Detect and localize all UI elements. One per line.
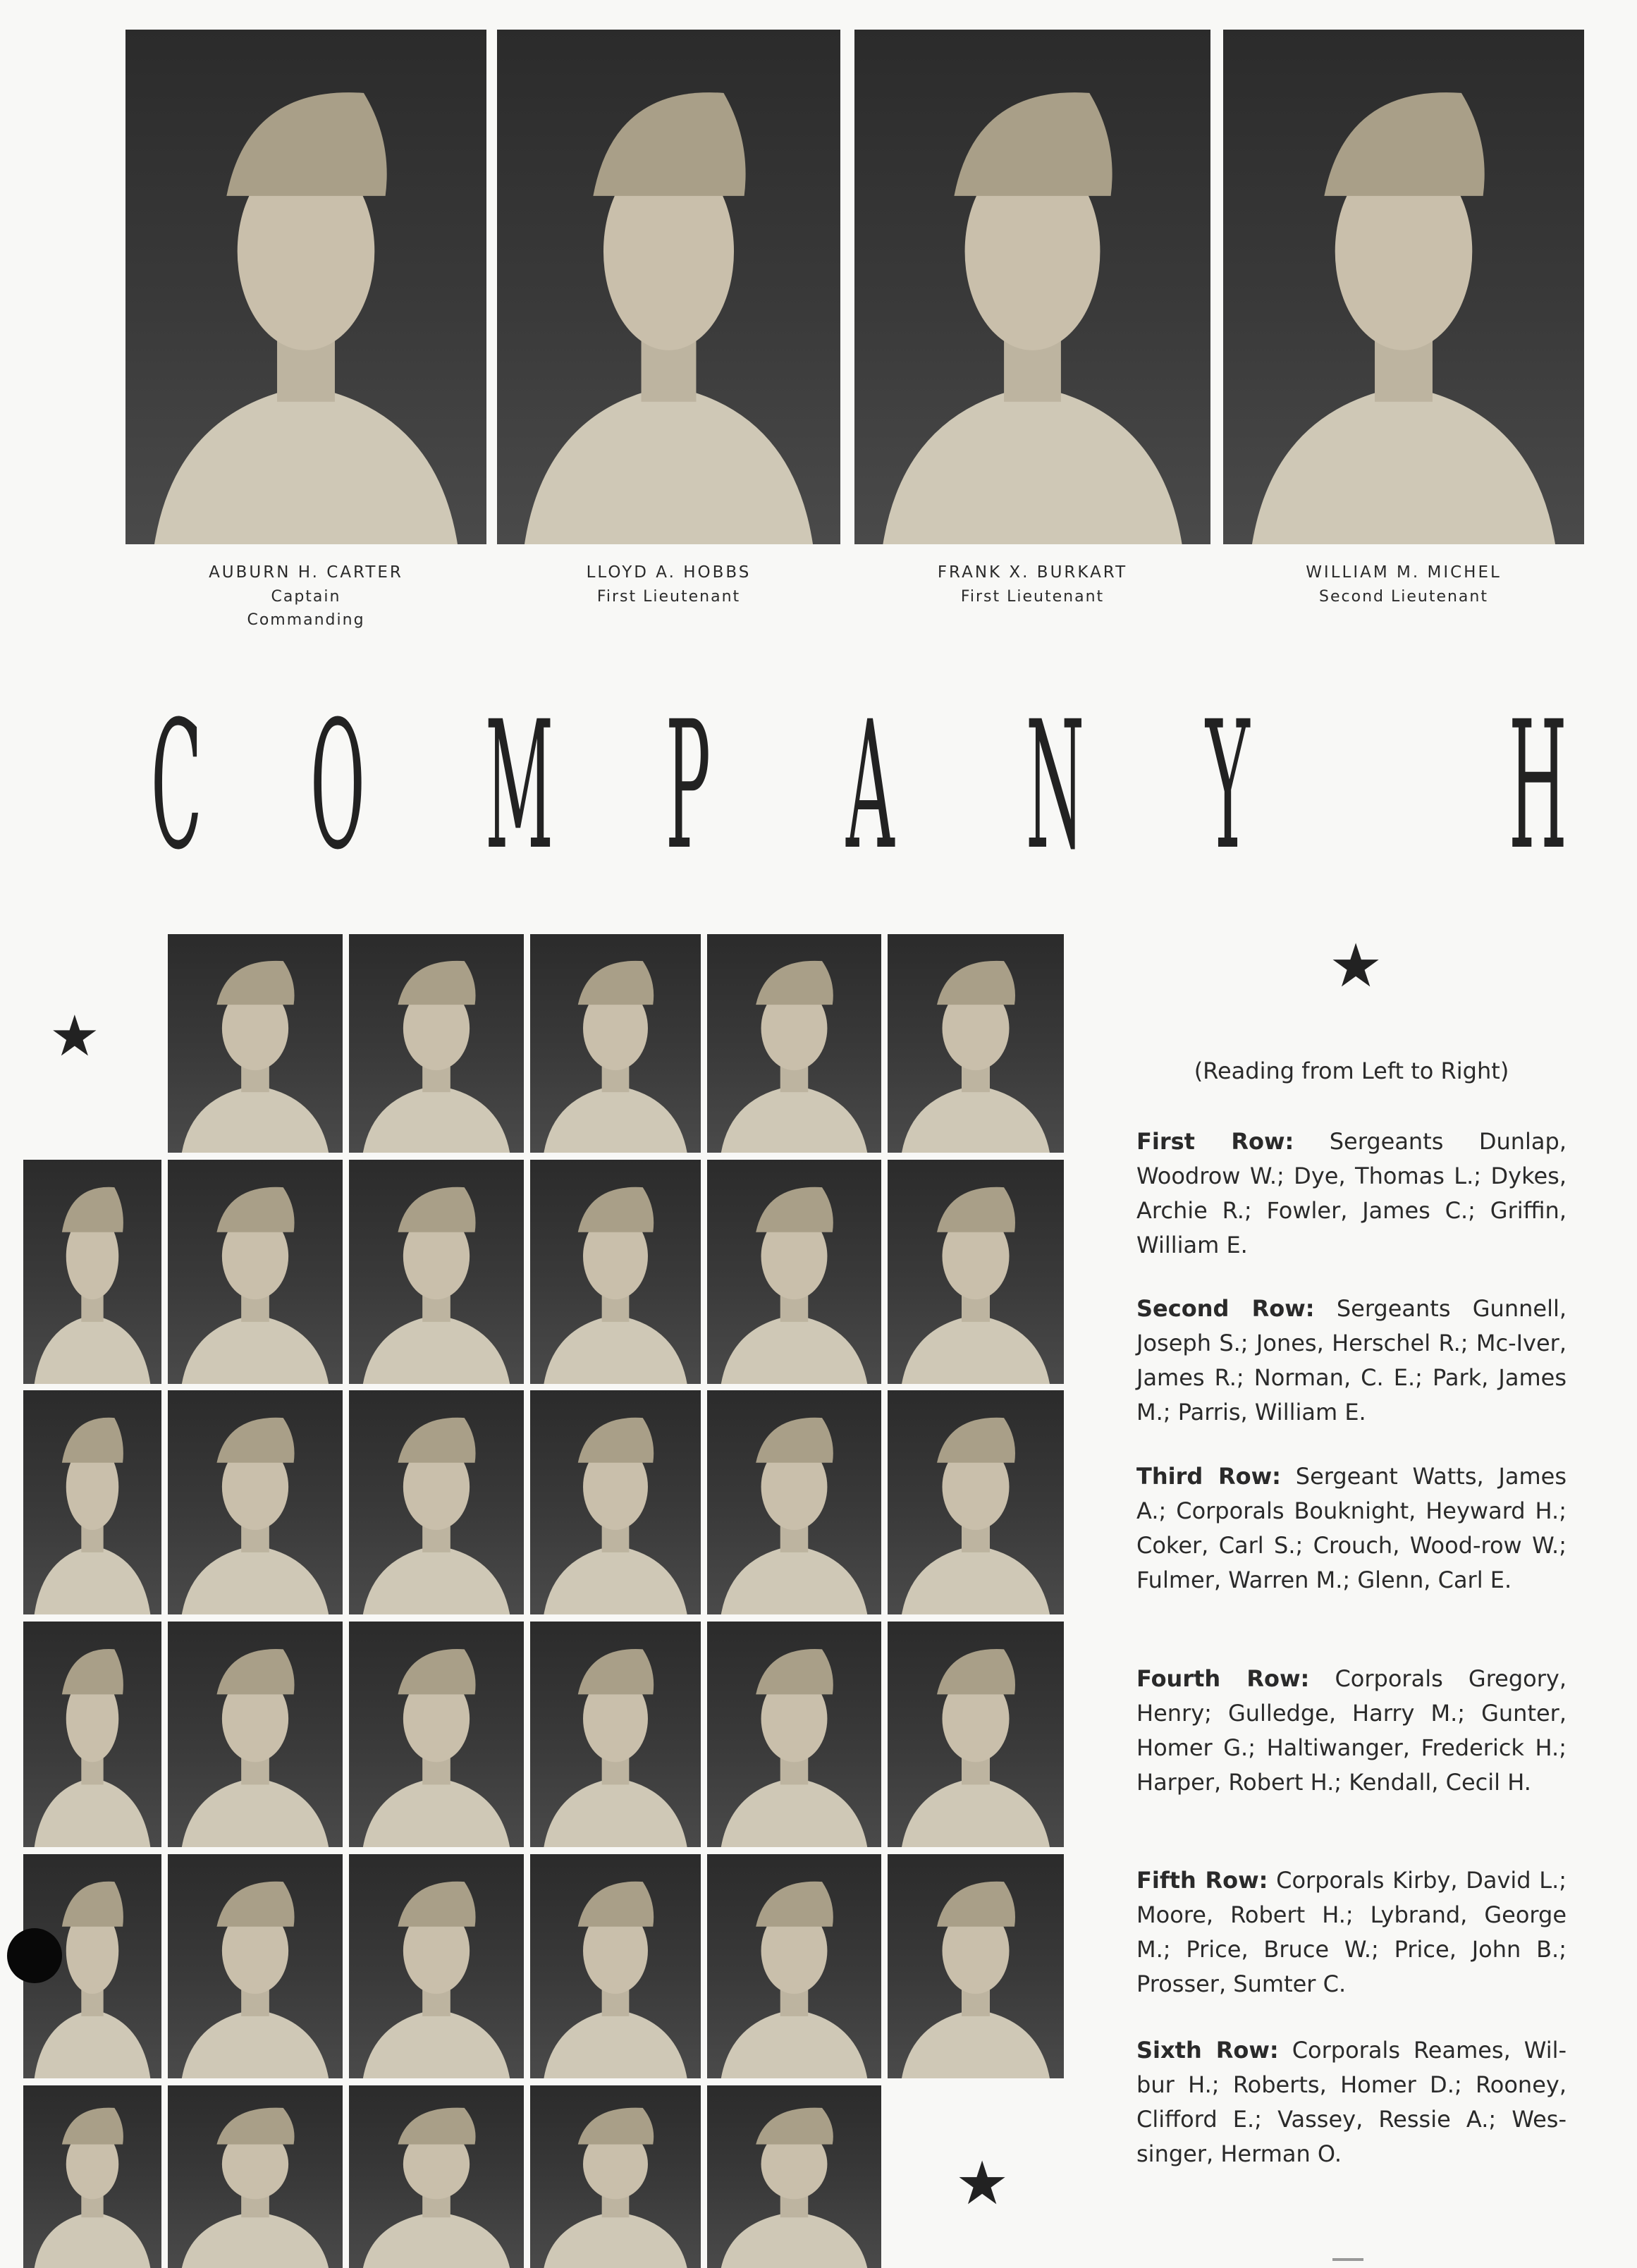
roster-row-text: Corporals Reames, Wil-bur H.; Roberts, Homer D.; Rooney, Clifford E.; Vassey, Ressie A.; Wes-singer, Herman O. — [1136, 2037, 1567, 2167]
roster-row-text: Sergeant Watts, James A.; Corporals Bouknight, Heyward H.; Coker, Carl S.; Crouch, Wood-row W.; Fulmer, Warren M.; Glenn, Carl E. — [1136, 1463, 1567, 1593]
roster-row-label: Fifth Row: — [1136, 1867, 1268, 1894]
roster-row-text: Corporals Kirby, David L.; Moore, Robert H.; Lybrand, George M.; Price, Bruce W.; Price, John B.; Prosser, Sumter C. — [1136, 1867, 1567, 1997]
ink-blot — [7, 1928, 62, 1983]
portrait-figure — [888, 1622, 1064, 1847]
enlisted-photo — [888, 1854, 1064, 2078]
title-letter: H — [1509, 683, 1567, 888]
title-letter: A — [846, 683, 895, 888]
enlisted-photo — [707, 1854, 881, 2078]
officer-caption-hobbs — [497, 560, 840, 608]
enlisted-photo — [530, 1622, 701, 1847]
enlisted-photo — [707, 934, 881, 1153]
portrait-figure — [168, 934, 343, 1153]
portrait-figure — [707, 1160, 881, 1384]
enlisted-photo — [707, 1390, 881, 1614]
officer-name: LLOYD A. HOBBS — [586, 563, 752, 582]
enlisted-photo — [23, 1160, 161, 1384]
portrait-figure — [530, 1622, 701, 1847]
enlisted-photo — [888, 1622, 1064, 1847]
enlisted-photo — [349, 2085, 524, 2268]
portrait-figure — [707, 934, 881, 1153]
star-icon: ★ — [49, 1003, 100, 1069]
roster-row-label: Second Row: — [1136, 1295, 1315, 1322]
portrait-figure — [888, 1390, 1064, 1614]
enlisted-photo — [23, 2085, 161, 2268]
reading-note: (Reading from Left to Right) — [1194, 1058, 1509, 1084]
portrait-figure — [349, 1854, 524, 2078]
roster-row-label: Third Row: — [1136, 1463, 1281, 1490]
portrait-figure — [23, 1390, 161, 1614]
portrait-figure — [125, 30, 486, 544]
officer-photo-michel — [1223, 30, 1584, 544]
page-mark — [1332, 2258, 1363, 2261]
roster-row-4 — [1136, 1662, 1567, 1800]
portrait-figure — [707, 2085, 881, 2268]
portrait-figure — [23, 1160, 161, 1384]
portrait-figure — [23, 1622, 161, 1847]
roster-row-label: First Row: — [1136, 1128, 1294, 1155]
portrait-figure — [168, 1160, 343, 1384]
portrait-figure — [530, 1160, 701, 1384]
title-letter: O — [310, 683, 365, 888]
enlisted-photo — [349, 1160, 524, 1384]
portrait-figure — [530, 1390, 701, 1614]
enlisted-photo — [888, 1160, 1064, 1384]
officer-caption-burkart — [854, 560, 1210, 608]
portrait-figure — [888, 934, 1064, 1153]
roster-row-text: Sergeants Gunnell, Joseph S.; Jones, Herschel R.; Mc-Iver, James R.; Norman, C. E.; Park, James M.; Parris, William E. — [1136, 1295, 1567, 1426]
enlisted-photo — [707, 1622, 881, 1847]
enlisted-photo — [530, 1390, 701, 1614]
enlisted-photo — [530, 1854, 701, 2078]
star-icon: ★ — [955, 2149, 1010, 2219]
enlisted-photo — [530, 2085, 701, 2268]
enlisted-photo — [707, 1160, 881, 1384]
portrait-figure — [349, 1390, 524, 1614]
enlisted-photo — [168, 1622, 343, 1847]
title-letter: N — [1026, 683, 1085, 888]
enlisted-photo — [530, 934, 701, 1153]
enlisted-photo — [888, 934, 1064, 1153]
title-letter: C — [151, 683, 202, 888]
portrait-figure — [349, 1160, 524, 1384]
officer-rank: Captain — [271, 587, 341, 606]
enlisted-photo — [23, 1390, 161, 1614]
officer-caption-michel — [1223, 560, 1584, 608]
officer-rank: First Lieutenant — [596, 587, 741, 606]
enlisted-photo — [168, 1854, 343, 2078]
officer-name: AUBURN H. CARTER — [209, 563, 403, 582]
portrait-figure — [349, 2085, 524, 2268]
officer-photo-burkart — [854, 30, 1210, 544]
roster-row-2 — [1136, 1292, 1567, 1430]
enlisted-photo — [349, 1390, 524, 1614]
enlisted-photo — [168, 2085, 343, 2268]
officer-role: Commanding — [247, 611, 365, 629]
roster-row-label: Fourth Row: — [1136, 1665, 1310, 1692]
portrait-figure — [707, 1622, 881, 1847]
title-letter: Y — [1206, 683, 1250, 888]
enlisted-photo — [349, 1622, 524, 1847]
portrait-figure — [888, 1854, 1064, 2078]
roster-row-text: Corporals Gregory, Henry; Gulledge, Harry M.; Gunter, Homer G.; Haltiwanger, Frederick H.; Harper, Robert H.; Kendall, Cecil H. — [1136, 1665, 1567, 1796]
portrait-figure — [707, 1854, 881, 2078]
enlisted-photo — [707, 2085, 881, 2268]
portrait-figure — [530, 934, 701, 1153]
roster-row-6 — [1136, 2033, 1567, 2171]
title-letter: P — [666, 683, 711, 888]
roster-row-text: Sergeants Dunlap, Woodrow W.; Dye, Thomas L.; Dykes, Archie R.; Fowler, James C.; Griffin, William E. — [1136, 1128, 1567, 1258]
portrait-figure — [707, 1390, 881, 1614]
officer-rank: First Lieutenant — [960, 587, 1105, 606]
portrait-figure — [854, 30, 1210, 544]
portrait-figure — [888, 1160, 1064, 1384]
enlisted-photo — [168, 1160, 343, 1384]
officer-photo-hobbs — [497, 30, 840, 544]
officer-name: FRANK X. BURKART — [937, 563, 1128, 582]
enlisted-photo — [23, 1622, 161, 1847]
officer-name: WILLIAM M. MICHEL — [1306, 563, 1502, 582]
officer-photo-carter — [125, 30, 486, 544]
portrait-figure — [1223, 30, 1584, 544]
portrait-figure — [530, 2085, 701, 2268]
officer-rank: Second Lieutenant — [1319, 587, 1488, 606]
portrait-figure — [168, 2085, 343, 2268]
star-icon: ★ — [1329, 931, 1383, 1001]
enlisted-photo — [168, 934, 343, 1153]
portrait-figure — [23, 2085, 161, 2268]
enlisted-photo — [349, 1854, 524, 2078]
enlisted-photo — [168, 1390, 343, 1614]
officer-caption-carter — [125, 560, 486, 632]
roster-row-label: Sixth Row: — [1136, 2037, 1279, 2064]
portrait-figure — [530, 1854, 701, 2078]
roster-row-5 — [1136, 1863, 1567, 2002]
title-letter: M — [485, 683, 554, 888]
roster-row-3 — [1136, 1459, 1567, 1598]
roster-row-1 — [1136, 1124, 1567, 1263]
enlisted-photo — [888, 1390, 1064, 1614]
portrait-figure — [168, 1390, 343, 1614]
portrait-figure — [497, 30, 840, 544]
enlisted-photo — [349, 934, 524, 1153]
enlisted-photo — [530, 1160, 701, 1384]
portrait-figure — [349, 1622, 524, 1847]
portrait-figure — [168, 1854, 343, 2078]
portrait-figure — [168, 1622, 343, 1847]
portrait-figure — [349, 934, 524, 1153]
